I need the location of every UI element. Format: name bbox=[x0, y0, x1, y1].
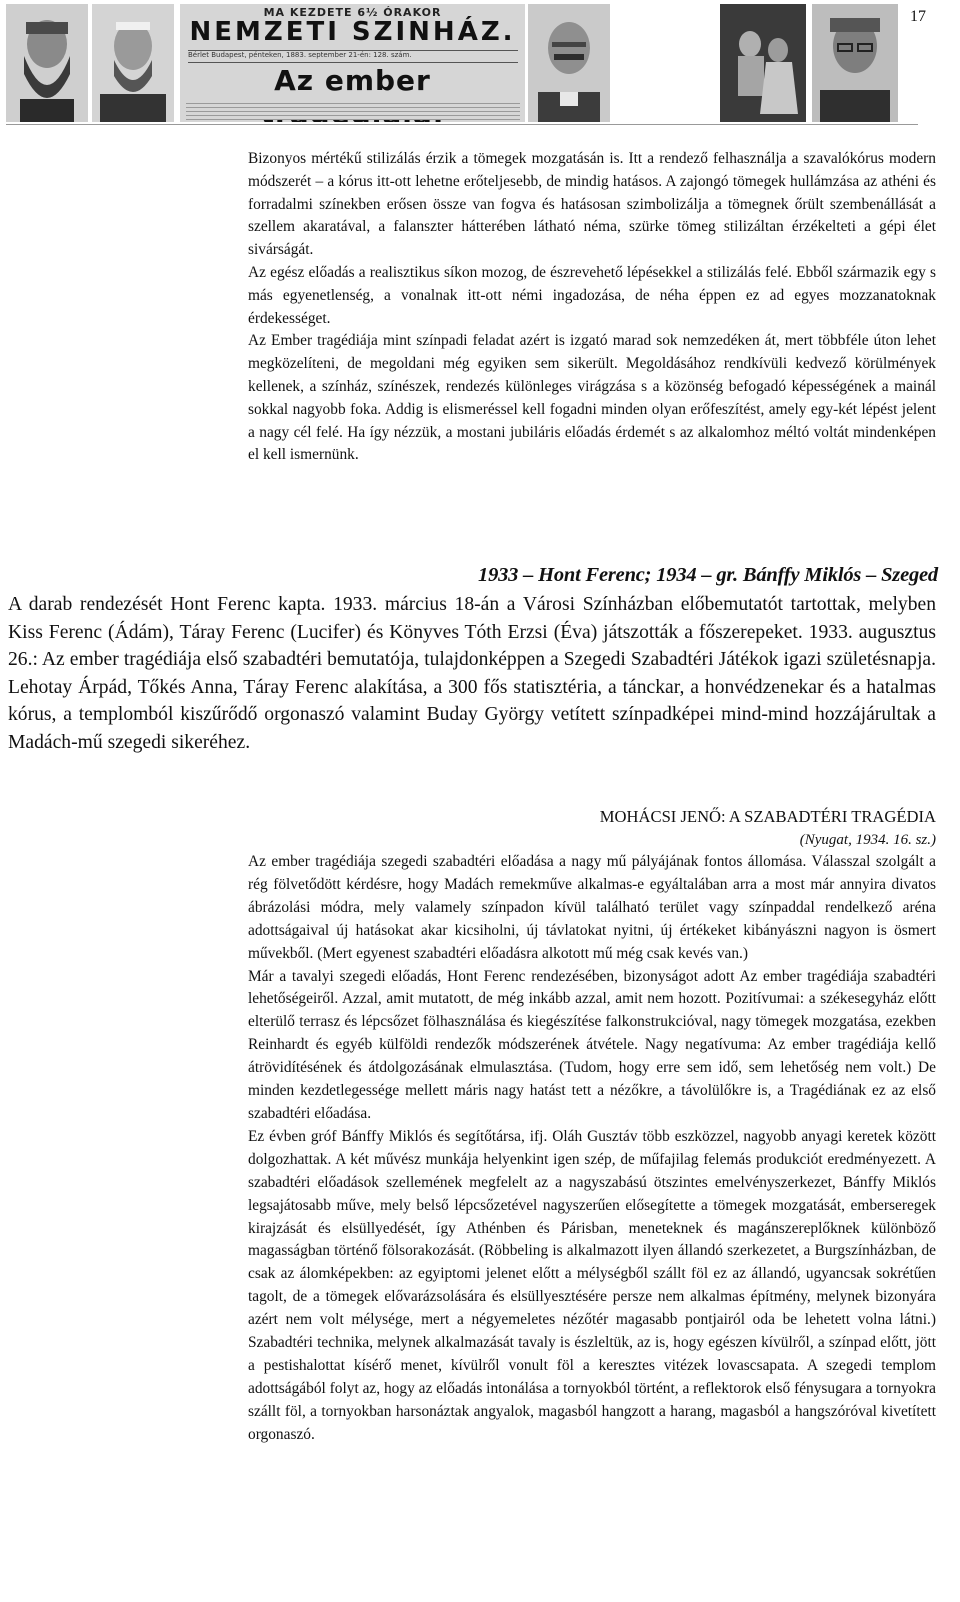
poster-play-title: Az ember bbox=[274, 64, 431, 97]
poster-info-line: Bérlet Budapest, pénteken, 1883. september 21-én: 128. szám. bbox=[188, 50, 518, 63]
section-text-block bbox=[8, 591, 936, 757]
page-number: 17 bbox=[910, 8, 926, 25]
quote-author-title: MOHÁCSI JENŐ: A SZABADTÉRI TRAGÉDIA bbox=[599, 807, 936, 826]
header-image-strip bbox=[6, 4, 926, 124]
quote-paragraph: Ez évben gróf Bánffy Miklós és segítőtársa, ifj. Oláh Gusztáv több eszközzel, nagyobb anyagi keretek között dolgozhattak. A két művész munkája helyenkint igen szép, de műfajilag felemás produkciót eredményezett. A szabadtéri előadások szellemének megfelelt az a nagyszabású ötszintes emelvényszerkezet, Bánffy Miklós legsajátosabb műve, mely belső lépcsőzetével nagyszerűen elősegítette a tömegek mozgatását, emberseregek kirajzását és elsüllyedését, így Athénben és Párisban, meneteknek és magánszereplőknek különböző magasságban történő fölsorakozását. (Röbbeling is alkalmazott ilyen állandó szerkezetet, a Burgszínházban, de csak az álomképekben: az egyiptomi jelenet előtt a mélységből szállt föl ez az állandó, ugyancsak sokrétűen tagolt, de a tömegek elővarázsolására és elsüllyesztésére persze nem alkalmas építmény, melynek bizonyára azért nem volt mélysége, mert a négyemeletes nézőtér magasabb pontjairól oda be lehetett volna látni.) Szabadtéri technika, melynek alkalmazását tavaly is észleltük, az is, hogy egészen kívülről, a színpad előtt, jött a pestishalottat kísérő menet, kívülről vonult föl a keresztes vitézek lovascsapata. A szegedi templom adottságából folyt az, hogy az előadás intonálása a tornyokból történt, a reflektorok első fénysugara a tornyokra szállt föl, a tornyokban harsonáztak angyalok, magasból hangzott a harang, magasból a hangszóróval kivetített orgonaszó. bbox=[248, 1127, 936, 1443]
portrait-older-man-icon bbox=[92, 4, 174, 122]
stage-scene-photo-icon bbox=[720, 4, 806, 122]
intro-paragraph: Az Ember tragédiája mint színpadi feladat azért is izgató marad sok nemzedéken át, mert többféle úton lehet megközelíteni, de megoldani még egyiken sem sikerült. Megoldásához rendkívüli kedvező körülmények kellenek, a színház, színészek, rendezés különleges virágzása s a közönség befogadó képességének a mainál sokkal nagyobb foka. Addig is elismeréssel kell fogadni minden olyan erőfeszítést, amely egy-két lépést jelent a nagy cél felé. Ha így nézzük, a mostani jubiláris előadás érdemét s az alkalomhoz méltó voltát mindenképen el kell ismernünk. bbox=[248, 332, 936, 464]
section-paragraph: A darab rendezését Hont Ferenc kapta. 1933. március 18-án a Városi Színházban előbemutatót tartottak, melyben Kiss Ferenc (Ádám), Táray Ferenc (Lucifer) és Könyves Tóth Erzsi (Éva) játszották a főszerepeket. 1933. augusztus 26.: Az ember tragédiája első szabadtéri bemutatója, tulajdonképpen a Szegedi Szabadtéri Játékok igazi születésnapja. Lehotay Árpád, Tőkés Anna, Táray Ferenc alakítása, a 300 fős statisztéria, a tánckar, a honvédzenekar és a hatalmas kórus, a templomból kiszűrődő orgonaszó valamint Buday György vetített színpadképei mind-mind hozzájárultak a Madách-mű szegedi sikeréhez. bbox=[8, 594, 936, 753]
theatre-poster-image bbox=[180, 4, 525, 122]
quote-paragraph: Már a tavalyi szegedi előadás, Hont Ferenc rendezésében, bizonyságot adott Az ember tragédiája szabadtéri lehetőségeiről. Azzal, amit mutatott, de még inkább azzal, amit nem hozott. Pozitívumai: a székesegyház előtt elterülő terrasz és lépcsőzet fölhasználása és kiegészítése falkonstrukcióval, nagy tömegek mozgatása, ezekben Reinhardt és egyéb külföldi rendezők módszerének átvétele. Nagy negatívuma: Az ember tragédiája kellő átrövidítésének és átdolgozásának elmulasztása. (Tudom, hogy erre sem idő, sem lehetőség nem volt.) De minden kezdetlegessége mellett máris nagy hatást tett a nézőkre, a távolülőkre is, a Tragédiának ez az első szabadtéri előadása. bbox=[248, 967, 936, 1122]
quote-text-block bbox=[248, 851, 936, 1447]
portrait-mustached-man-icon bbox=[528, 4, 610, 122]
header-divider bbox=[6, 124, 918, 125]
poster-theatre-name: NEMZETI SZINHÁZ. bbox=[189, 17, 516, 47]
quote-paragraph: Az ember tragédiája szegedi szabadtéri előadása a nagy mű pályájának fontos állomása. Válasszal szolgált a rég fölvetődött kérdésre, hogy Madách remekműve alkalmas-e egyáltalában arra a most már annyira divatos ábrázolási módra, mely valamely színpadon kívül található terület vagy színpaddal rendelkező aréna adottságaival új hatásokat akar kicsiholni, új távlatokat nyitni, új értékeket kibányászni nagyon is ösmert művekből. (Mert egyenest szabadtéri előadásra alkotott mű még csak kevés van.) bbox=[248, 853, 936, 962]
intro-paragraph: Az egész előadás a realisztikus síkon mozog, de észrevehető lépésekkel a stilizálás felé. Ebből származik egy s más egyenetlenség, a vonalnak itt-ott némi ingadozása, de néha éppen ez ad egyes mozzanatoknak érdekességet. bbox=[248, 263, 936, 327]
portrait-man-with-glasses-icon bbox=[812, 4, 898, 122]
quote-source: (Nyugat, 1934. 16. sz.) bbox=[799, 832, 936, 848]
intro-paragraph: Bizonyos mértékű stilizálás érzik a tömegek mozgatásán is. Itt a rendező felhasználja a szavalókórus modern módszerét – a kórus itt-ott lehetne erőteljesebb, de mindig hatásos. A zajongó tömegek hullámzása az athéni és forradalmi színekben erősen össze van fogva és hatásosan szimbolizálja a tömegnek őrült szembenállását a szellem akaratával, a falanszter hátterében látható néma, szürke tömeg stilizáltan érzékelteti a gépi élet sivárságát. bbox=[248, 150, 936, 259]
portrait-bearded-man-icon bbox=[6, 4, 88, 122]
poster-top-line: MA KEZDETE 6½ ÓRAKOR bbox=[263, 6, 442, 19]
intro-text-block bbox=[248, 148, 936, 467]
section-heading: 1933 – Hont Ferenc; 1934 – gr. Bánffy Miklós – Szeged bbox=[478, 564, 938, 586]
poster-cast-list bbox=[186, 100, 520, 120]
